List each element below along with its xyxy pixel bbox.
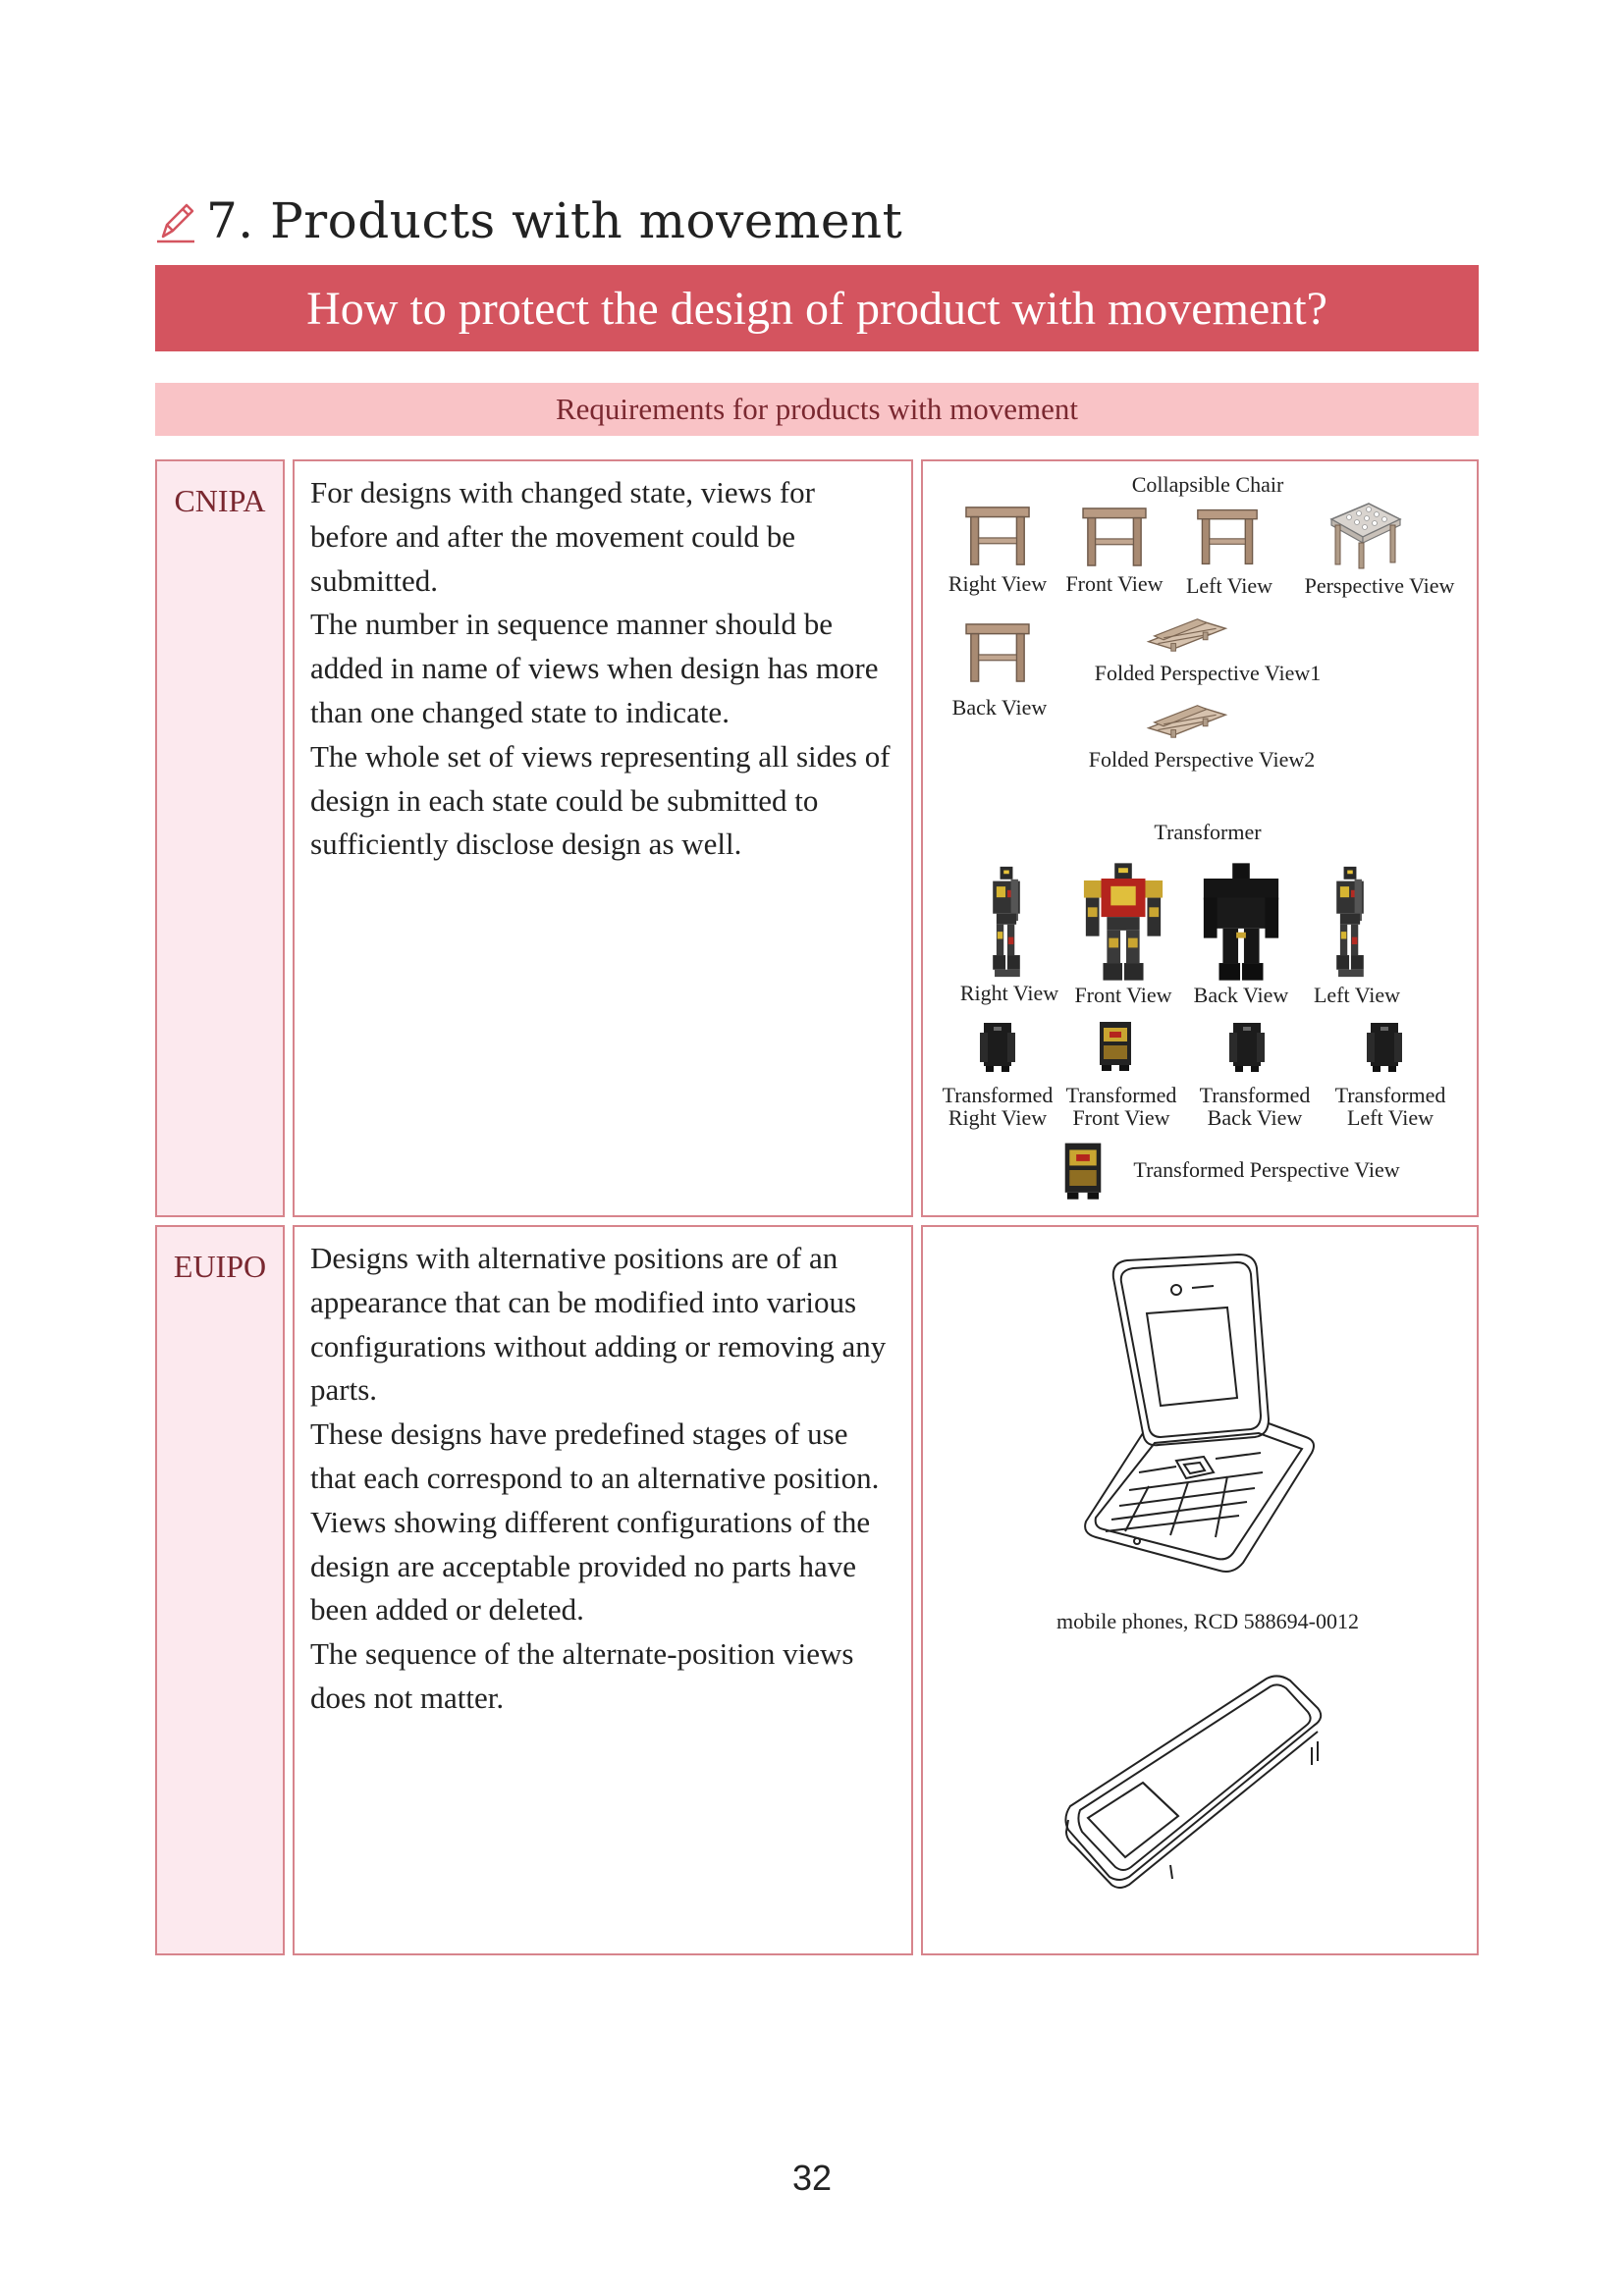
chair-back-view-image (962, 622, 1033, 683)
caption-line: Back View (1207, 1105, 1303, 1130)
caption-chair-back-view: Back View (951, 695, 1048, 720)
transformed-perspective-view-image (1060, 1139, 1106, 1201)
open-mobile-phone-image (1082, 1251, 1318, 1575)
caption-line: Transformed (1065, 1083, 1177, 1107)
caption-transformer-front-view: Front View (1074, 983, 1172, 1007)
caption-mobile-phones: mobile phones, RCD 588694-0012 (1056, 1609, 1359, 1633)
chair-perspective-view-image (1326, 497, 1404, 571)
transformer-front-view-image (1080, 858, 1166, 986)
caption-transformer-back-view: Back View (1193, 983, 1289, 1007)
caption-line: Transformed (1334, 1083, 1446, 1107)
chair-folded-view1-image (1145, 614, 1229, 654)
caption-transformer-left-view: Left View (1313, 983, 1401, 1007)
office-label-cell-euipo (155, 1225, 285, 1955)
page-banner: How to protect the design of product with movement? (155, 265, 1479, 351)
caption-chair-folded-view2: Folded Perspective View2 (1088, 747, 1316, 772)
chair-right-view-image (964, 505, 1031, 567)
section-heading (155, 187, 902, 255)
paragraph: These designs have predefined stages of use that each correspond to an alternative position. (310, 1416, 880, 1495)
caption-chair-left-view: Left View (1185, 573, 1273, 598)
examples-cell-euipo (921, 1225, 1479, 1955)
caption-chair-folded-view1: Folded Perspective View1 (1094, 661, 1322, 685)
requirements-text-euipo (293, 1225, 913, 1955)
paragraph: The whole set of views representing all sides of design in each state could be submitted to sufficiently disclose design as well. (310, 738, 891, 862)
caption-transformed-back-view (1194, 1084, 1316, 1129)
caption-line: Left View (1346, 1105, 1435, 1130)
caption-transformer-right-view: Right View (959, 981, 1059, 1005)
transformed-right-view-image (978, 1019, 1017, 1074)
paragraph: For designs with changed state, views for before and after the movement could be submitted. (310, 475, 815, 598)
chair-left-view-image (1196, 507, 1259, 567)
caption-transformed-front-view (1060, 1084, 1182, 1129)
office-label-cell-cnipa (155, 459, 285, 1217)
requirements-text-cnipa (293, 459, 913, 1217)
caption-transformed-left-view (1329, 1084, 1451, 1129)
transformed-back-view-image (1227, 1019, 1267, 1074)
paragraph: The number in sequence manner should be added in name of views when design has more than one changed state to indicate. (310, 607, 879, 729)
office-label-euipo: EUIPO (173, 1249, 267, 1284)
caption-line: Transformed (942, 1083, 1054, 1107)
paragraph: Views showing different configurations of the design are acceptable provided no parts have been added or deleted. (310, 1504, 871, 1628)
office-label-cnipa: CNIPA (174, 483, 266, 518)
paragraph: Designs with alternative positions are of an appearance that can be modified into various configurations without adding or removing any parts. (310, 1241, 887, 1408)
section-title: 7. Products with movement (206, 192, 903, 249)
chair-front-view-image (1078, 507, 1151, 567)
transformed-front-view-image (1096, 1017, 1135, 1074)
caption-chair-front-view: Front View (1065, 571, 1164, 596)
caption-line: Right View (947, 1105, 1048, 1130)
caption-line: Front View (1072, 1105, 1170, 1130)
figure-title-collapsible-chair: Collapsible Chair (1131, 472, 1284, 497)
closed-mobile-phone-image (1060, 1673, 1335, 1889)
figure-title-transformer: Transformer (1154, 820, 1262, 844)
caption-line: Transformed (1199, 1083, 1311, 1107)
examples-cell-cnipa (921, 459, 1479, 1217)
caption-chair-right-view: Right View (947, 571, 1048, 596)
chair-folded-view2-image (1145, 701, 1229, 740)
requirements-header: Requirements for products with movement (155, 383, 1479, 436)
transformer-right-view-image (984, 858, 1029, 986)
caption-chair-perspective-view: Perspective View (1304, 573, 1455, 598)
page-number: 32 (791, 2158, 833, 2198)
pencil-icon (155, 197, 198, 244)
transformer-back-view-image (1198, 858, 1284, 986)
caption-transformed-right-view (937, 1084, 1058, 1129)
transformer-left-view-image (1327, 858, 1373, 986)
transformed-left-view-image (1365, 1019, 1404, 1074)
paragraph: The sequence of the alternate-position views does not matter. (310, 1636, 854, 1715)
caption-transformed-perspective-view: Transformed Perspective View (1133, 1157, 1400, 1182)
